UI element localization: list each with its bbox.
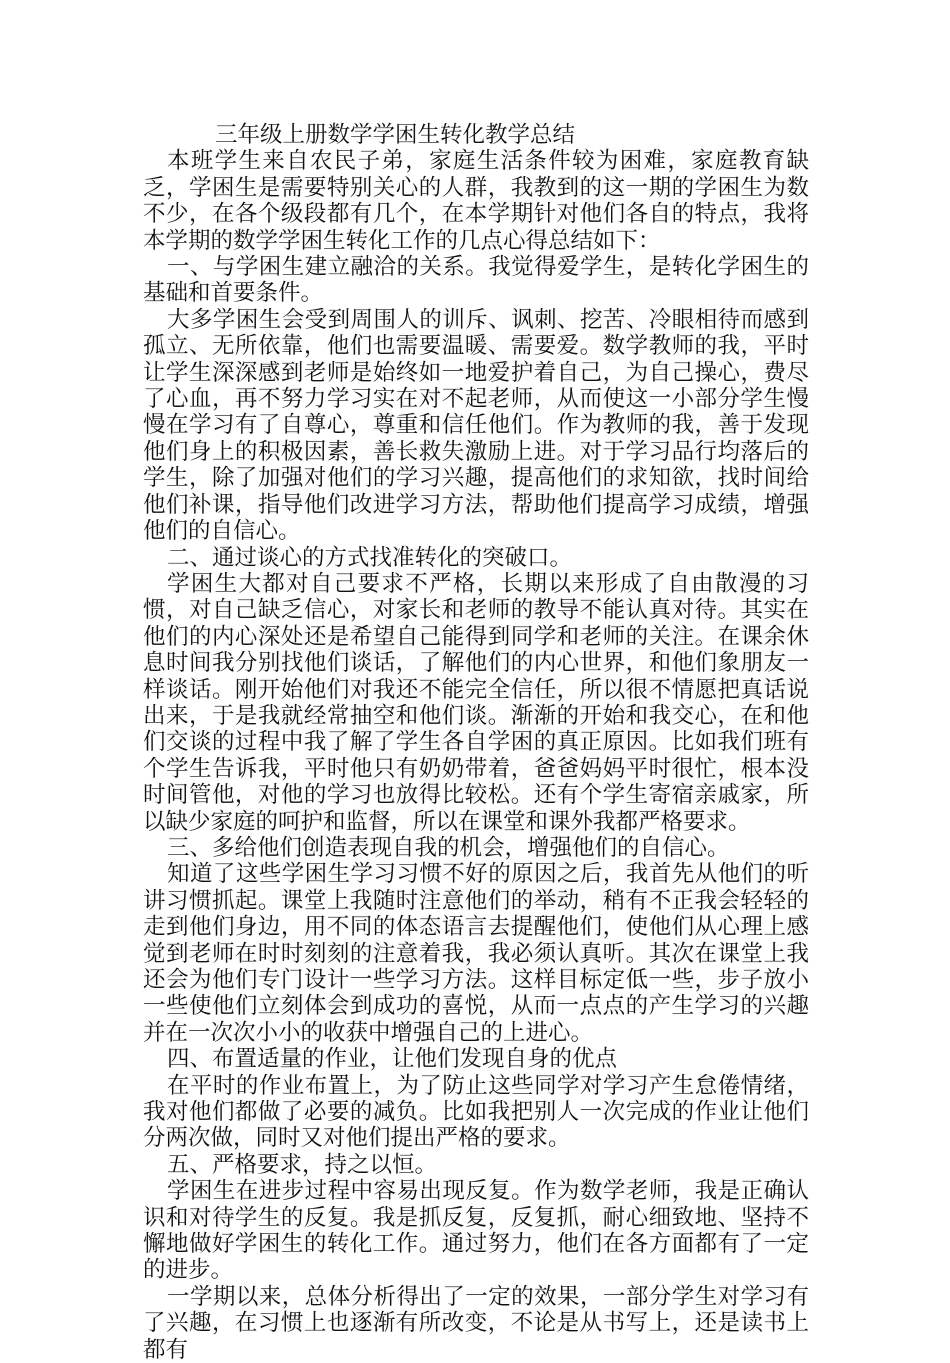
paragraph-section-5: 学困生在进步过程中容易出现反复。作为数学老师，我是正确认识和对待学生的反复。我是抓反复，反复抓，耐心细致地、坚持不懈地做好学困生的转化工作。通过努力，他们在各方面都有了一定的进步。: [143, 1178, 809, 1284]
section-heading-1: 一、与学困生建立融洽的关系。我觉得爱学生，是转化学困生的基础和首要条件。: [143, 254, 809, 307]
document-title: 三年级上册数学学困生转化教学总结: [215, 122, 576, 148]
paragraph-summary: 一学期以来，总体分析得出了一定的效果，一部分学生对学习有了兴趣，在习惯上也逐渐有所改变，不论是从书写上，还是读书上都有: [143, 1283, 809, 1363]
section-heading-4: 四、布置适量的作业，让他们发现自身的优点: [167, 1046, 618, 1073]
document-page: [143, 122, 809, 1363]
paragraph-section-2: 学困生大都对自己要求不严格，长期以来形成了自由散漫的习惯，对自己缺乏信心，对家长和老师的教导不能认真对待。其实在他们的内心深处还是希望自己能得到同学和老师的关注。在课余休息时间我分别找他们谈话，了解他们的内心世界，和他们象朋友一样谈话。刚开始他们对我还不能完全信任，所以很不情愿把真话说出来，于是我就经常抽空和他们谈。渐渐的开始和我交心，在和他们交谈的过程中我了解了学生各自学困的真正原因。比如我们班有个学生告诉我，平时他只有奶奶带着，爸爸妈妈平时很忙，根本没时间管他，对他的学习也放得比较松。还有个学生寄宿亲戚家，所以缺少家庭的呵护和监督，所以在课堂和课外我都严格要求。: [143, 570, 809, 835]
section-heading-5: 五、严格要求，持之以恒。: [167, 1151, 438, 1178]
paragraph-section-4: 在平时的作业布置上，为了防止这些同学对学习产生怠倦情绪，我对他们都做了必要的减负。比如我把别人一次完成的作业让他们分两次做，同时又对他们提出严格的要求。: [143, 1072, 809, 1152]
paragraph-section-1: 大多学困生会受到周围人的训斥、讽刺、挖苦、冷眼相待而感到孤立、无所依靠，他们也需要温暖、需要爱。数学教师的我，平时让学生深深感到老师是始终如一地爱护着自己，为自己操心，费尽了心血，再不努力学习实在对不起老师，从而使这一小部分学生慢慢在学习有了自尊心，尊重和信任他们。作为教师的我，善于发现他们身上的积极因素，善长救失激励上进。对于学习品行均落后的学生，除了加强对他们的学习兴趣，提高他们的求知欲，找时间给他们补课，指导他们改进学习方法，帮助他们提高学习成绩，增强他们的自信心。: [143, 306, 809, 545]
paragraph-section-3: 知道了这些学困生学习习惯不好的原因之后，我首先从他们的听讲习惯抓起。课堂上我随时注意他们的举动，稍有不正我会轻轻的走到他们身边，用不同的体态语言去提醒他们，使他们从心理上感觉到老师在时时刻刻的注意着我，我必须认真听。其次在课堂上我还会为他们专门设计一些学习方法。这样目标定低一些，步子放小一些使他们立刻体会到成功的喜悦，从而一点点的产生学习的兴趣并在一次次小小的收获中增强自己的上进心。: [143, 861, 809, 1046]
paragraph-intro: 本班学生来自农民子弟，家庭生活条件较为困难，家庭教育缺乏，学困生是需要特别关心的人群，我教到的这一期的学困生为数不少，在各个级段都有几个，在本学期针对他们各自的特点，我将本学期的数学学困生转化工作的几点心得总结如下：: [143, 148, 809, 254]
section-heading-3: 三、多给他们创造表现自我的机会，增强他们的自信心。: [167, 834, 730, 861]
section-heading-2: 二、通过谈心的方式找准转化的突破口。: [167, 544, 573, 571]
